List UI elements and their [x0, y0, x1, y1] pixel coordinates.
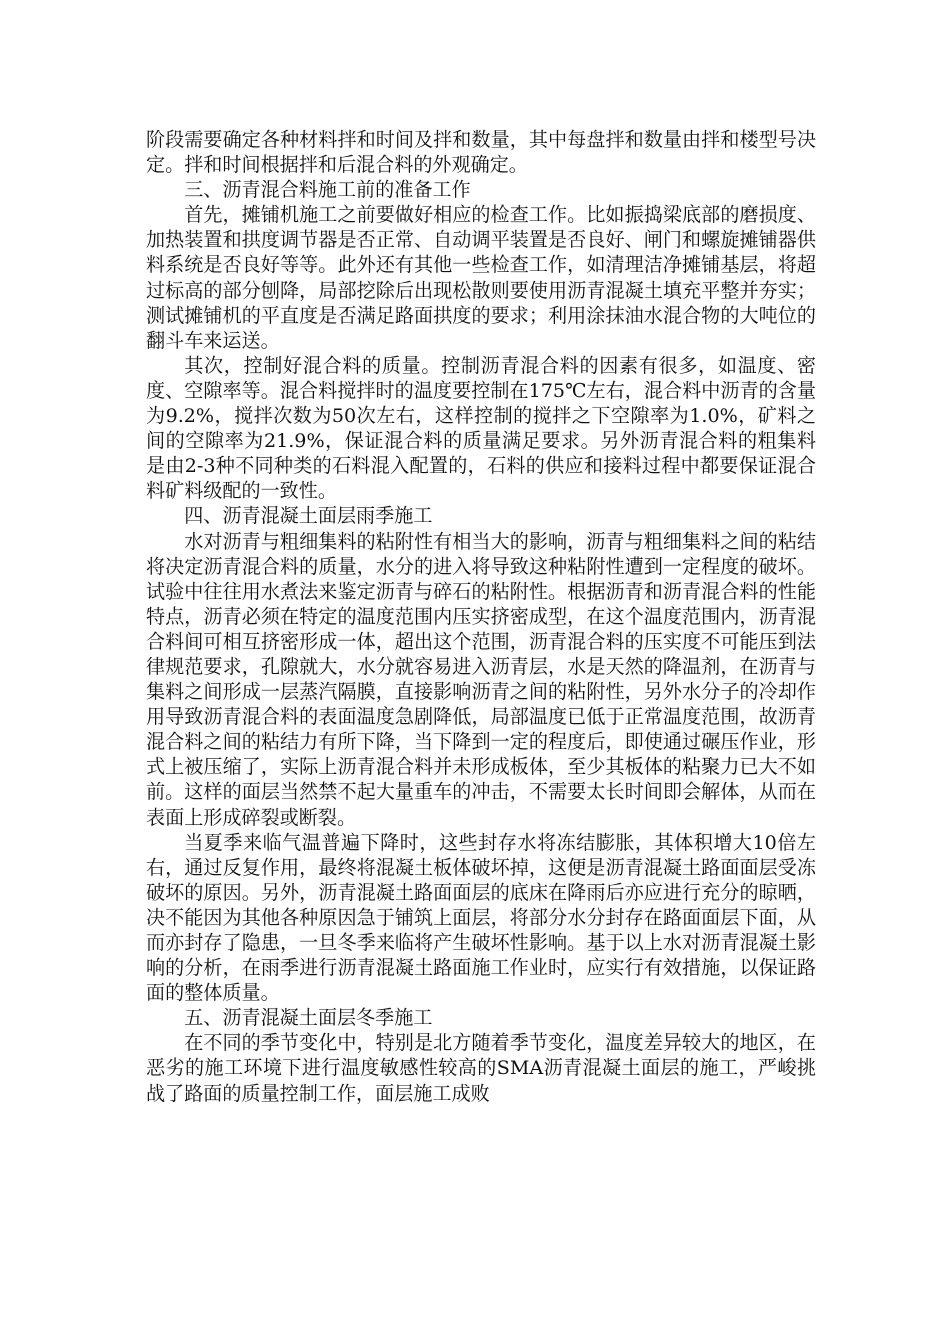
section-heading-4: 四、沥青混凝土面层雨季施工: [184, 504, 433, 528]
paragraph-inspection: 首先，摊铺机施工之前要做好相应的检查工作。比如振捣梁底部的磨损度、加热装置和拱度调节器是否正常、自动调平装置是否良好、闸门和螺旋摊铺器供料系统是否良好等等。此外还有其他一些检查工作，如清理洁净摊铺基层，将超过标高的部分刨降，局部挖除后出现松散则要使用沥青混凝土填充平整并夯实；测试摊铺机的平直度是否满足路面拱度的要求；利用涂抹油水混合物的大吨位的翻斗车来运送。: [146, 203, 816, 352]
section-heading-3: 三、沥青混合料施工前的准备工作: [184, 178, 471, 202]
section-heading-5: 五、沥青混凝土面层冬季施工: [184, 1006, 433, 1030]
paragraph-freeze-damage: 当夏季来临气温普遍下降时，这些封存水将冻结膨胀，其体积增大10倍左右，通过反复作用，最终将混凝土板体破坏掉，这便是沥青混凝土路面面层受冻破坏的原因。另外，沥青混凝土路面面层的底床在降雨后亦应进行充分的晾晒，决不能因为其他各种原因急于铺筑上面层，将部分水分封存在路面面层下面，从而亦封存了隐患，一旦冬季来临将产生破坏性影响。基于以上水对沥青混凝土影响的分析，在雨季进行沥青混凝土路面施工作业时，应实行有效措施，以保证路面的整体质量。: [146, 830, 816, 1005]
paragraph-winter-construction: 在不同的季节变化中，特别是北方随着季节变化，温度差异较大的地区，在恶劣的施工环境下进行温度敏感性较高的SMA沥青混凝土面层的施工，严峻挑战了路面的质量控制工作，面层施工成败: [146, 1031, 816, 1105]
paragraph-mix-quality: 其次，控制好混合料的质量。控制沥青混合料的因素有很多，如温度、密度、空隙率等。混合料搅拌时的温度要控制在175℃左右，混合料中沥青的含量为9.2%，搅拌次数为50次左右，这样控制的搅拌之下空隙率为1.0%，矿料之间的空隙率为21.9%，保证混合料的质量满足要求。另外沥青混合料的粗集料是由2-3种不同种类的石料混入配置的，石料的供应和接料过程中都要保证混合料矿料级配的一致性。: [146, 353, 816, 503]
paragraph-continuation: 阶段需要确定各种材料拌和时间及拌和数量，其中每盘拌和数量由拌和楼型号决定。拌和时间根据拌和后混合料的外观确定。: [146, 128, 816, 177]
document-page: [146, 127, 816, 1106]
paragraph-water-adhesion: 水对沥青与粗细集料的粘附性有相当大的影响，沥青与粗细集料之间的粘结将决定沥青混合料的质量，水分的进入将导致这种粘附性遭到一定程度的破坏。试验中往往用水煮法来鉴定沥青与碎石的粘附性。根据沥青和沥青混合料的性能特点，沥青必须在特定的温度范围内压实挤密成型，在这个温度范围内，沥青混合料间可相互挤密形成一体，超出这个范围，沥青混合料的压实度不可能压到法律规范要求，孔隙就大，水分就容易进入沥青层，水是天然的降温剂，在沥青与集料之间形成一层蒸汽隔膜，直接影响沥青之间的粘附性，另外水分子的冷却作用导致沥青混合料的表面温度急剧降低，局部温度已低于正常温度范围，故沥青混合料之间的粘结力有所下降，当下降到一定的程度后，即使通过碾压作业，形式上被压缩了，实际上沥青混合料并未形成板体，至少其板体的粘聚力已大不如前。这样的面层当然禁不起大量重车的冲击，不需要太长时间即会解体，从而在表面上形成碎裂或断裂。: [146, 529, 816, 829]
